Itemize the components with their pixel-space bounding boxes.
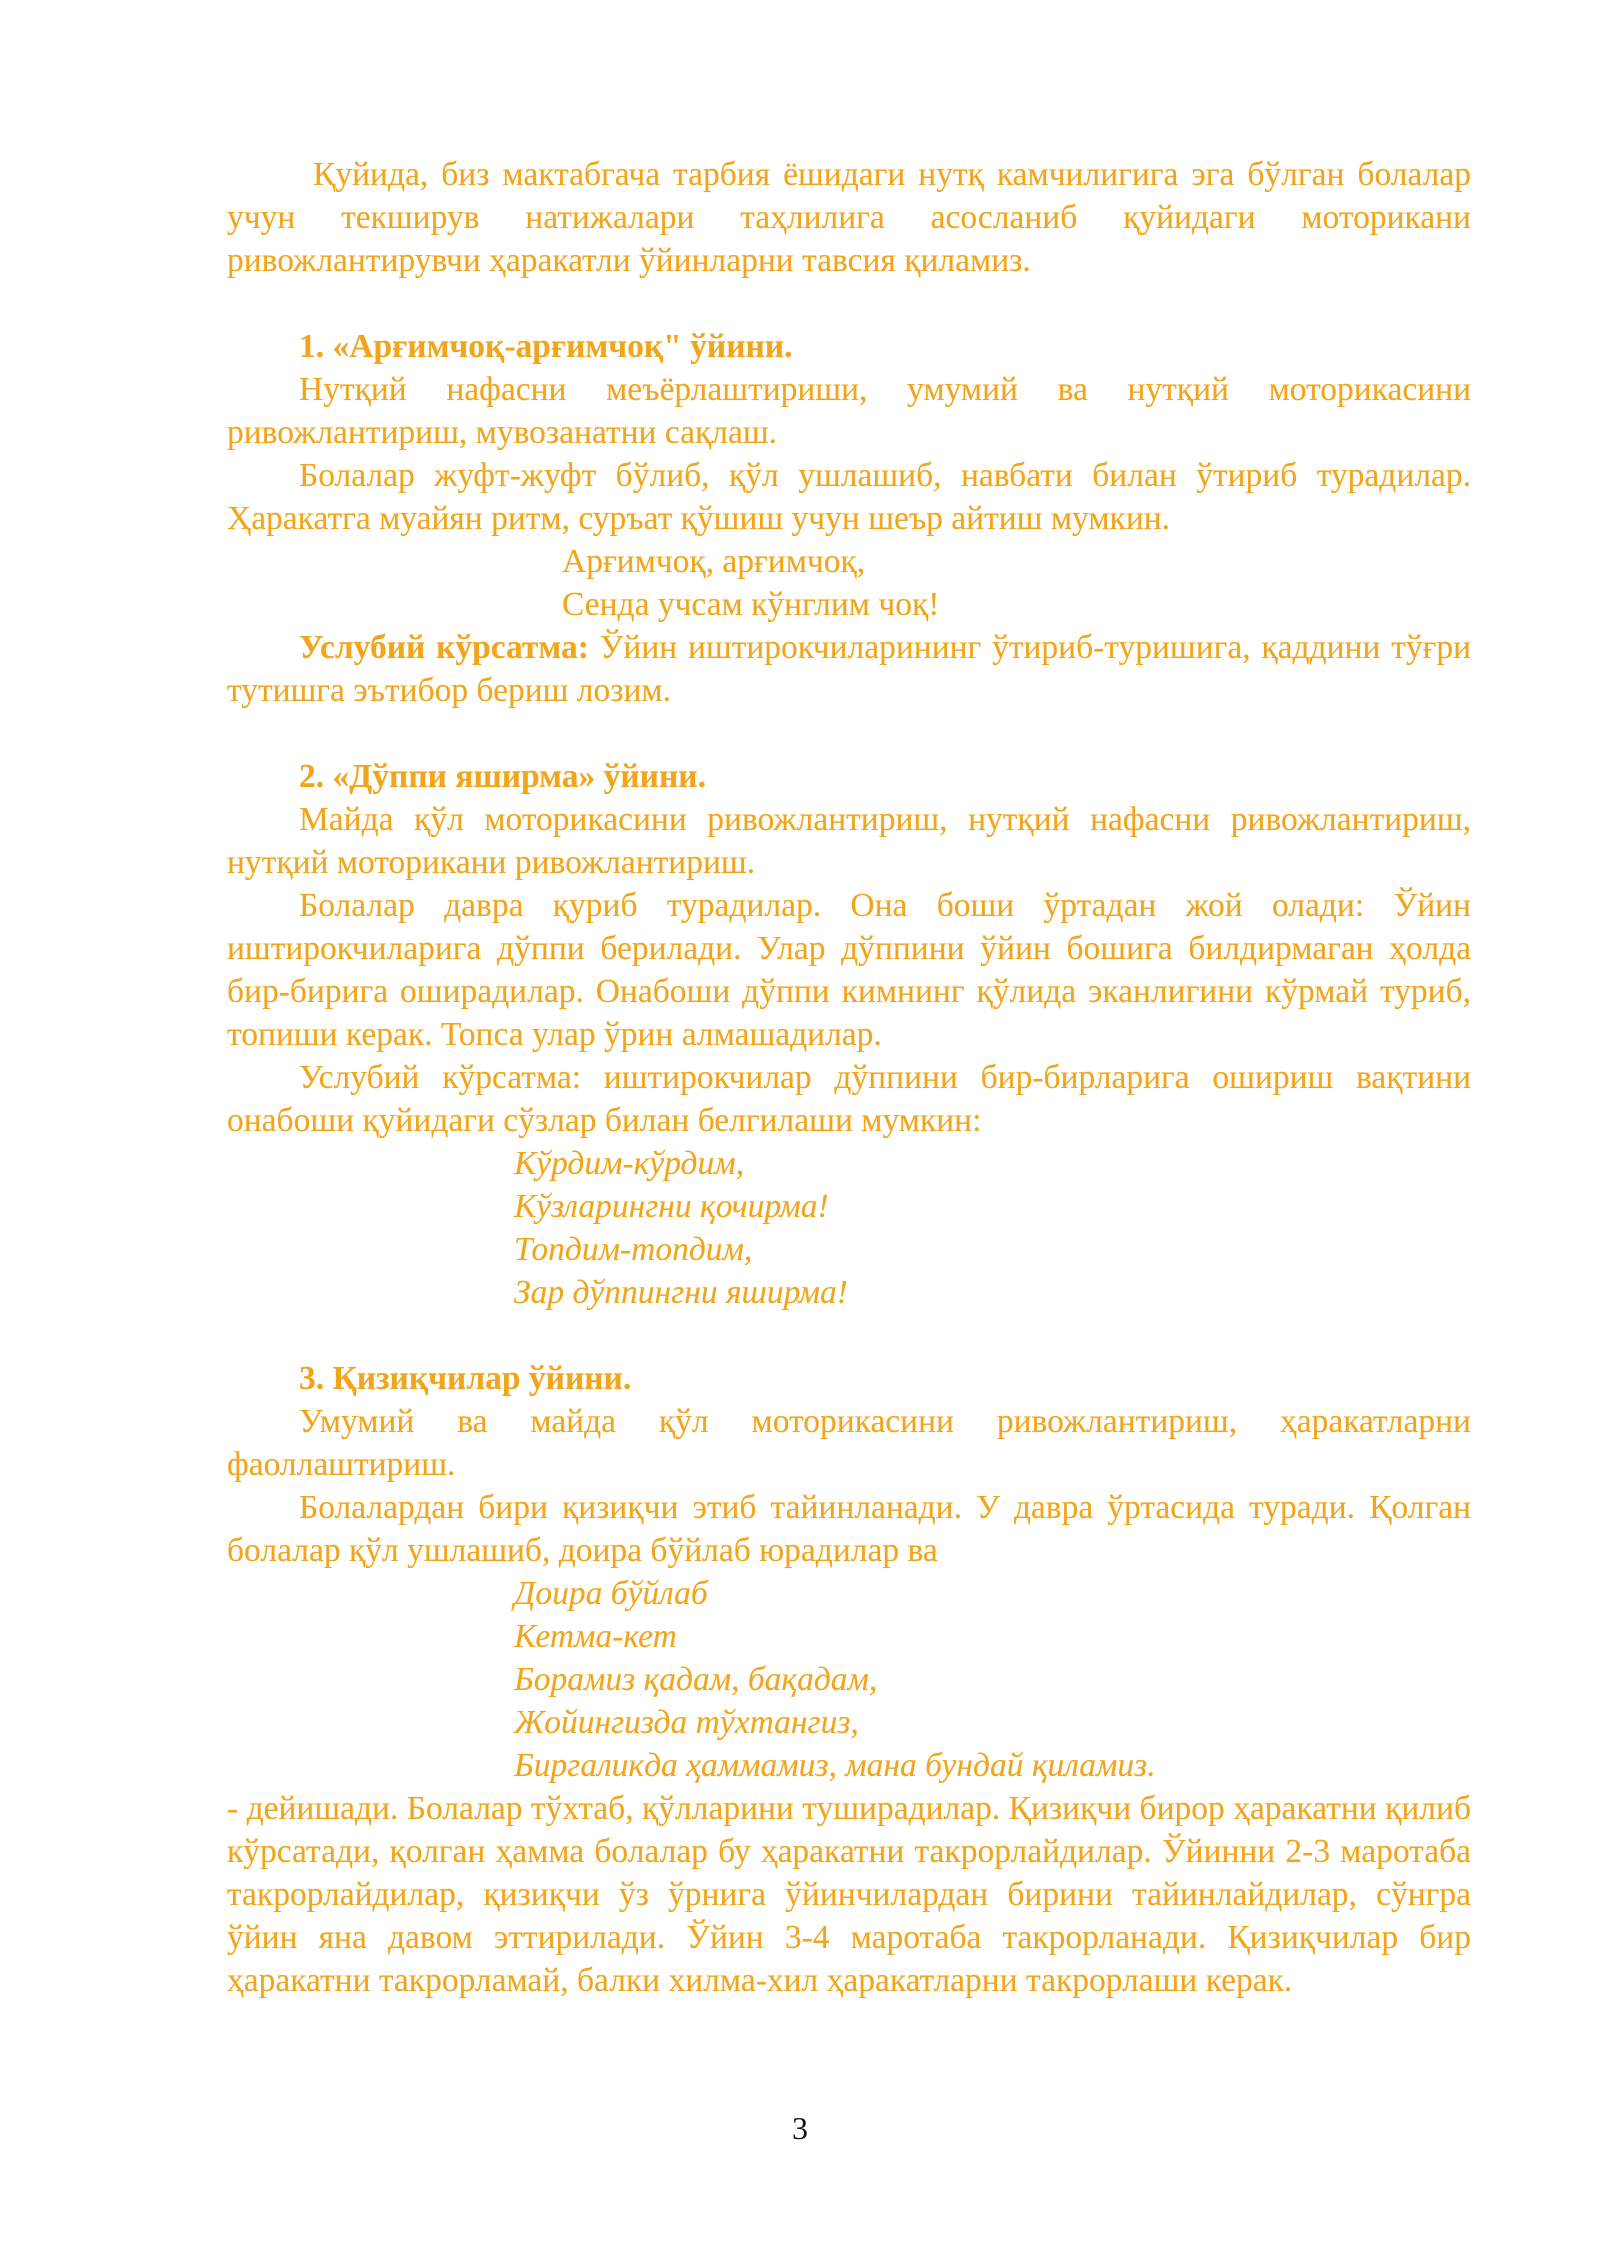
game-2-verse-line: Топдим-топдим,: [514, 1231, 753, 1268]
game-1-goal: Нутқий нафасни меъёрлаштириши, умумий ва нутқий моторикасини ривожлантириш, мувозанатни сақлаш.: [227, 371, 1471, 451]
game-3-verse-line: Биргаликда ҳаммамиз, мана бундай қиламиз.: [514, 1747, 1156, 1784]
game-2-verse-line: Кўзларингни қочирма!: [514, 1188, 829, 1225]
game-3-verse-line: Кетма-кет: [514, 1618, 677, 1655]
game-2-verse-line: Зар дўппингни яширма!: [514, 1274, 848, 1311]
intro-paragraph: Қуйида, биз мактабгача тарбия ёшидаги нутқ камчилигига эга бўлган болалар учун текширув натижалари таҳлилига асосланиб қуйидаги моторикани ривожлантирувчи ҳаракатли ўйинларни тавсия қиламиз.: [227, 156, 1471, 279]
game-1-method-note: [227, 626, 1471, 712]
game-3-verse-line: Доира бўйлаб: [514, 1575, 708, 1612]
game-2-description: Болалар давра қуриб турадилар. Она боши ўртадан жой олади: Ўйин иштирокчиларига дўппи берилади. Улар дўппини ўйин бошига билдирмаган ҳолда бир-бирига оширадилар. Онабоши дўппи кимнинг қўлида эканлигини кўрмай туриб, топиши керак. Топса улар ўрин алмашадилар.: [227, 887, 1471, 1053]
game-2-verse-line: Кўрдим-кўрдим,: [514, 1145, 744, 1182]
game-3-description: Болалардан бири қизиқчи этиб тайинланади. У давра ўртасида туради. Қолган болалар қўл ушлашиб, доира бўйлаб юрадилар ва: [227, 1489, 1471, 1569]
method-note-label: Услубий кўрсатма:: [299, 629, 589, 666]
game-3-ending: - дейишади. Болалар тўхтаб, қўлларини туширадилар. Қизиқчи бирор ҳаракатни қилиб кўрсатади, қолган ҳамма болалар бу ҳаракатни такрорлайдилар. Ўйинни 2-3 маротаба такрорлайдилар, қизиқчи ўз ўрнига ўйинчилардан бирини тайинлайдилар, сўнгра ўйин яна давом эттирилади. Ўйин 3-4 маротаба такрорланади. Қизиқчилар бир ҳаракатни такрорламай, балки хилма-хил ҳаракатларни такрорлаши керак.: [227, 1790, 1471, 1999]
game-2-title: 2. «Дўппи яширма» ўйини.: [299, 758, 706, 795]
game-3-verse-line: Жойингизда тўхтангиз,: [514, 1704, 859, 1741]
game-3-title: 3. Қизиқчилар ўйини.: [299, 1360, 632, 1397]
game-1-title: 1. «Арғимчоқ-арғимчоқ" ўйини.: [299, 328, 793, 365]
method-note-text: Ўйин иштирокчиларининг ўтириб-туришига, қаддини тўғри тутишга эътибор бериш лозим.: [227, 629, 1471, 709]
game-3-verse-line: Борамиз қадам, бақадам,: [514, 1661, 878, 1698]
game-1-verse-line: Сенда учсам кўнглим чоқ!: [562, 586, 940, 623]
page-number: 3: [792, 2110, 808, 2146]
document-body: [227, 153, 1471, 2002]
game-2-method-note: Услубий кўрсатма: иштирокчилар дўппини бир-бирларига ошириш вақтини онабоши қуйидаги сўзлар билан белгилаши мумкин:: [227, 1059, 1471, 1139]
game-3-goal: Умумий ва майда қўл моторикасини ривожлантириш, ҳаракатларни фаоллаштириш.: [227, 1403, 1471, 1483]
game-1-description: Болалар жуфт-жуфт бўлиб, қўл ушлашиб, навбати билан ўтириб турадилар. Ҳаракатга муайян ритм, суръат қўшиш учун шеър айтиш мумкин.: [227, 457, 1471, 537]
game-1-verse-line: Арғимчоқ, арғимчоқ,: [562, 543, 866, 580]
game-2-goal: Майда қўл моторикасини ривожлантириш, нутқий нафасни ривожлантириш, нутқий моторикани ривожлантириш.: [227, 801, 1471, 881]
